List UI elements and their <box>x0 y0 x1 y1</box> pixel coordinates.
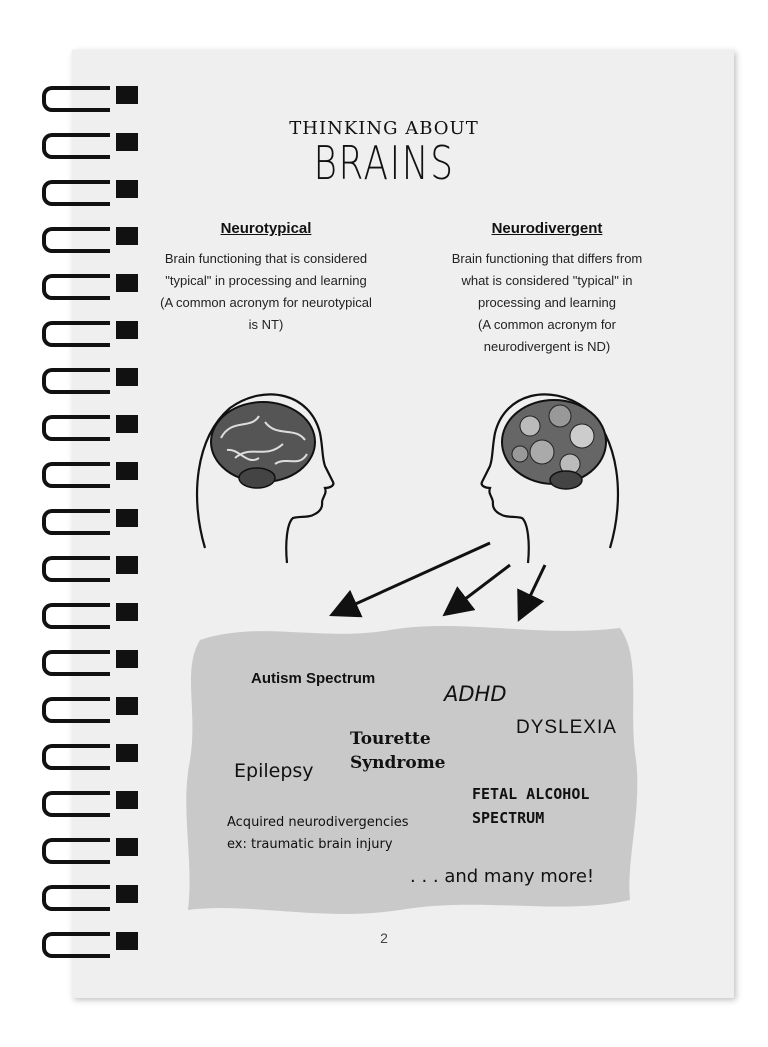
neurotypical-line: (A common acronym for neurotypical <box>160 295 372 310</box>
neurodivergent-section <box>432 218 662 358</box>
spiral-binding <box>30 60 130 960</box>
neurotypical-head-illustration <box>195 378 340 568</box>
condition-fetal-line: FETAL ALCOHOL <box>472 785 590 803</box>
condition-tourette-line: Tourette <box>350 729 431 749</box>
spiral-coil <box>30 503 130 533</box>
neurodivergent-line: (A common acronym for <box>478 317 616 332</box>
condition-fetal-line: SPECTRUM <box>472 809 545 827</box>
condition-adhd: ADHD <box>444 682 507 706</box>
condition-tourette <box>350 727 446 775</box>
spiral-coil <box>30 268 130 298</box>
spiral-coil <box>30 80 130 110</box>
arrows-diagram <box>320 535 560 625</box>
spiral-coil <box>30 644 130 674</box>
page-subtitle: THINKING ABOUT <box>289 118 479 139</box>
spiral-coil <box>30 691 130 721</box>
spiral-coil <box>30 738 130 768</box>
neurodivergent-line: Brain functioning that differs from <box>451 251 643 266</box>
arrow-icon <box>340 543 490 611</box>
neurodivergent-line: neurodivergent is ND) <box>483 339 611 354</box>
spiral-coil <box>30 785 130 815</box>
spiral-coil <box>30 879 130 909</box>
spiral-coil <box>30 832 130 862</box>
spiral-coil <box>30 221 130 251</box>
condition-epilepsy: Epilepsy <box>234 760 314 782</box>
condition-tourette-line: Syndrome <box>350 753 446 773</box>
neurodivergent-line: what is considered "typical" in <box>461 273 633 288</box>
spiral-coil <box>30 597 130 627</box>
condition-fetal-alcohol <box>472 782 589 830</box>
neurotypical-line: "typical" in processing and learning <box>165 273 367 288</box>
arrow-icon <box>523 565 545 611</box>
condition-dyslexia: DYSLEXIA <box>516 717 617 738</box>
neurotypical-line: Brain functioning that is considered <box>164 251 368 266</box>
condition-autism: Autism Spectrum <box>251 670 376 687</box>
neurotypical-heading: Neurotypical <box>220 220 312 237</box>
many-more-text: . . . and many more! <box>410 866 595 887</box>
spiral-coil <box>30 550 130 580</box>
neurodivergent-heading: Neurodivergent <box>491 220 603 237</box>
condition-acquired-line: ex: traumatic brain injury <box>227 837 393 852</box>
spiral-coil <box>30 362 130 392</box>
spiral-coil <box>30 456 130 486</box>
neurotypical-section <box>150 218 382 336</box>
page-title: BRAINS <box>313 136 455 190</box>
condition-acquired-line: Acquired neurodivergencies <box>227 815 409 830</box>
page-number: 2 <box>380 930 388 946</box>
neurotypical-line: is NT) <box>248 317 284 332</box>
neurodivergent-line: processing and learning <box>477 295 617 310</box>
condition-acquired <box>227 812 409 856</box>
arrow-icon <box>452 565 510 609</box>
spiral-coil <box>30 409 130 439</box>
spiral-coil <box>30 315 130 345</box>
